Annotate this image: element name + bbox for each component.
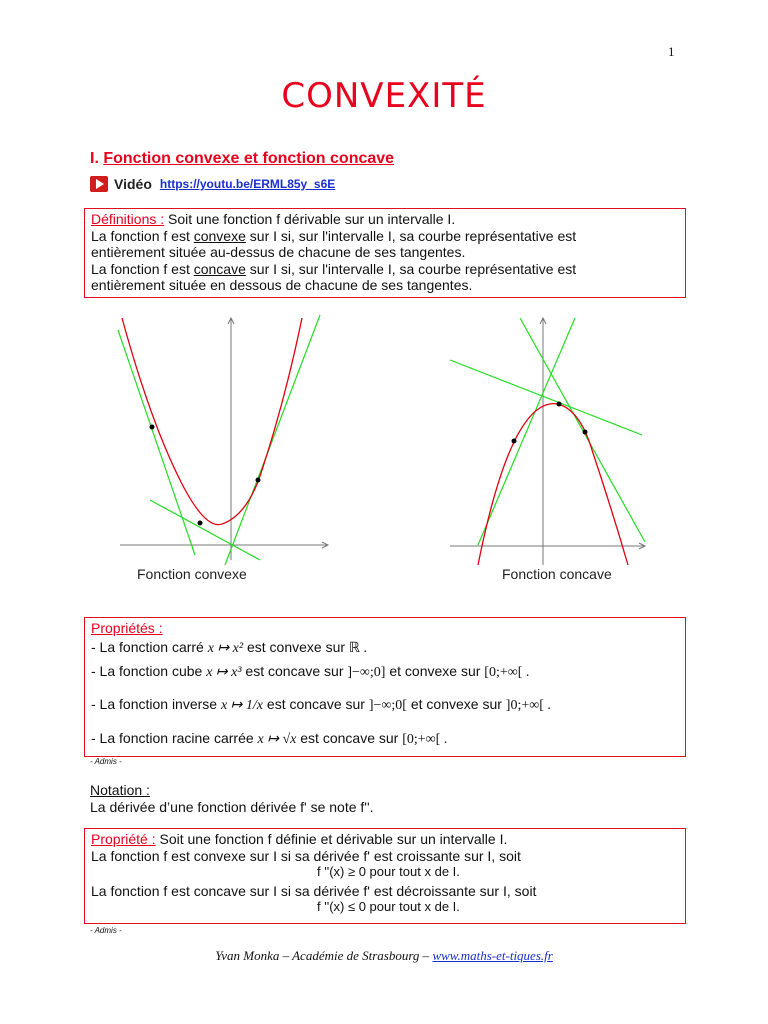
propriete-line-5: f ''(x) ≤ 0 pour tout x de I. [317, 899, 460, 914]
video-line [90, 176, 335, 192]
notation-heading: Notation : [90, 782, 150, 798]
definitions-line-1: Soit une fonction f dérivable sur un intervalle I. [164, 211, 456, 227]
propriete-line-3: f ''(x) ≥ 0 pour tout x de I. [317, 864, 460, 879]
right-point-2 [557, 402, 562, 407]
definitions-line-3: entièrement située au-dessus de chacune de ses tangentes. [91, 244, 466, 260]
section-label: Fonction convexe et fonction concave [103, 150, 395, 167]
p4-interval: [0;+∞[ . [402, 732, 448, 747]
p2-math: x ↦ x³ [206, 665, 242, 680]
p3-math: x ↦ 1/x [220, 697, 264, 713]
p1-set: ℝ . [348, 640, 368, 656]
left-point-1 [150, 425, 155, 430]
right-tangent-3 [520, 318, 645, 542]
left-point-3 [256, 478, 261, 483]
propriete-line-1: Soit une fonction f définie et dérivable sur un intervalle I. [155, 831, 508, 847]
left-tangent-3 [225, 315, 320, 565]
p3-interval-1: ]−∞;0[ [368, 697, 407, 713]
concave-curve [478, 404, 628, 565]
def-concave-a: La fonction f est [91, 260, 194, 277]
section-number: I. [90, 150, 104, 167]
propriete-line-2: La fonction f est convexe sur I si sa dérivée f' est croissante sur I, soit [91, 847, 521, 864]
p4-text-a: - La fonction racine carrée [91, 730, 258, 746]
left-tangent-2 [150, 500, 260, 560]
propriete-carre [91, 639, 679, 658]
proprietes-heading: Propriétés : [91, 620, 163, 636]
p3-text-a: - La fonction inverse [91, 695, 221, 712]
caption-concave: Fonction concave [502, 566, 612, 582]
def-convexe-a: La fonction f est [91, 227, 194, 244]
footer [0, 948, 768, 964]
propriete-racine [91, 730, 679, 749]
page-number: 1 [668, 44, 675, 59]
video-label: Vidéo [114, 176, 152, 192]
notation-block [90, 782, 374, 815]
left-tangent-1 [118, 330, 195, 555]
admis-note-1: - Admis - [90, 757, 122, 766]
notation-text: La dérivée d’une fonction dérivée f' se note f''. [90, 798, 374, 815]
def-convexe-word: convexe [193, 227, 246, 244]
p3-interval-2: ]0;+∞[ . [505, 697, 551, 713]
play-icon[interactable] [90, 176, 108, 192]
p4-math: x ↦ √x [257, 732, 297, 747]
section-heading [90, 150, 394, 168]
p3-text-d: et convexe sur [406, 695, 506, 712]
propriete-box [84, 828, 686, 924]
definitions-line-5: entièrement située en dessous de chacune de ses tangentes. [91, 277, 473, 293]
left-point-2 [198, 521, 203, 526]
p2-interval-2: [0;+∞[ . [484, 665, 530, 680]
propriete-line-4: La fonction f est concave sur I si sa dérivée f' est décroissante sur I, soit [91, 882, 537, 899]
caption-convexe: Fonction convexe [137, 566, 247, 582]
p4-text-b: est concave sur [296, 730, 403, 746]
definitions-heading: Définitions : [91, 211, 165, 227]
p2-text-b: est concave sur [241, 663, 348, 679]
def-concave-c: sur I si, sur l'intervalle I, sa courbe représentative est [245, 260, 577, 277]
def-convexe-c: sur I si, sur l'intervalle I, sa courbe représentative est [245, 227, 577, 244]
propriete-heading: Propriété : [91, 831, 156, 847]
footer-link[interactable]: www.maths-et-tiques.fr [432, 948, 553, 963]
p2-interval-1: ]−∞;0] [347, 665, 386, 680]
proprietes-box [84, 617, 686, 757]
right-point-3 [583, 430, 588, 435]
p1-text-a: - La fonction carré [91, 638, 208, 655]
right-point-1 [512, 439, 517, 444]
p1-math: x ↦ x² [207, 640, 244, 656]
definitions-box [84, 208, 686, 298]
p2-text-d: et convexe sur [385, 663, 485, 679]
right-tangent-1 [450, 360, 642, 435]
propriete-inverse [91, 696, 679, 715]
page-title: CONVEXITÉ [281, 76, 487, 116]
propriete-cube [91, 663, 679, 682]
admis-note-2: - Admis - [90, 926, 122, 935]
def-concave-word: concave [193, 260, 246, 277]
video-link[interactable]: https://youtu.be/ERML85y_s6E [159, 177, 336, 191]
footer-text: Yvan Monka – Académie de Strasbourg – [215, 948, 433, 963]
p1-text-b: est convexe sur [243, 638, 349, 655]
right-tangent-2 [478, 318, 575, 545]
convexity-graphs [0, 300, 768, 590]
p3-text-b: est concave sur [263, 695, 369, 712]
p2-text-a: - La fonction cube [91, 663, 207, 679]
